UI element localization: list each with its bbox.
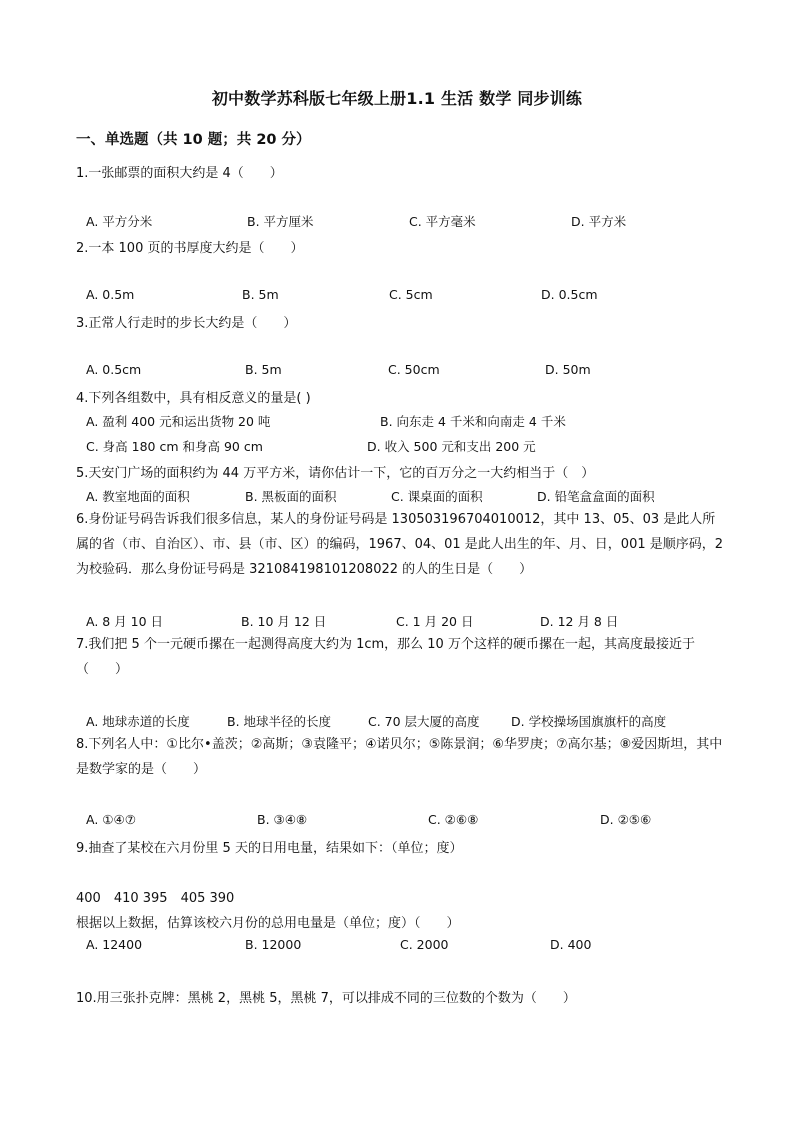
question-1-option-d: D. 平方米 [571,214,627,229]
question-9-option-b: B. 12000 [245,937,302,952]
question-7-stem: 7.我们把 5 个一元硬币摞在一起测得高度大约为 1cm，那么 10 万个这样的硬币摞在一起，其高度最接近于（ ） [76,637,695,677]
question-4-option-d: D. 收入 500 元和支出 200 元 [367,439,536,454]
question-9-option-a: A. 12400 [86,937,143,952]
question-5-stem: 5.天安门广场的面积约为 44 万平方米，请你估计一下，它的百万分之一大约相当于（ ） [76,466,595,481]
question-5-option-a: A. 教室地面的面积 [86,489,190,504]
question-7-option-c: C. 70 层大厦的高度 [368,714,480,729]
question-3-stem: 3.正常人行走时的步长大约是（ ） [76,316,297,331]
question-5-option-c: C. 课桌面的面积 [391,489,483,504]
question-1-option-a: A. 平方分米 [86,214,153,229]
question-7-option-a: A. 地球赤道的长度 [86,714,190,729]
section-heading: 一、单选题（共 10 题；共 20 分） [76,132,311,148]
question-6-option-c: C. 1 月 20 日 [396,614,474,629]
question-7-option-b: B. 地球半径的长度 [227,714,332,729]
question-2-option-c: C. 5cm [389,287,433,302]
question-6-option-b: B. 10 月 12 日 [241,614,327,629]
question-2-option-d: D. 0.5cm [541,287,598,302]
question-8-option-b: B. ③④⑧ [257,812,308,827]
question-3-option-b: B. 5m [245,362,282,377]
question-1-stem: 1.一张邮票的面积大约是 4（ ） [76,166,283,181]
question-9-stem-continued: 根据以上数据，估算该校六月份的总用电量是（单位；度）（ ） [76,916,460,931]
question-8-stem: 8.下列名人中：①比尔•盖茨；②高斯；③袁隆平；④诺贝尔；⑤陈景润；⑥华罗庚；⑦高尔基；⑧爱因斯坦，其中是数学家的是（ ） [76,737,723,777]
question-9-option-c: C. 2000 [400,937,449,952]
question-6-stem: 6.身份证号码告诉我们很多信息，某人的身份证号码是 130503196704010012，其中 13、05、03 是此人所属的省（市、自治区）、市、县（市、区）的编码，1967、04、01 是此人出生的年、月、日，001 是顺序码，2 为校验码．那么身份证号码是 321084198101208022 的人的生日是（ ） [76,512,724,577]
question-1-option-c: C. 平方毫米 [409,214,476,229]
question-9-stem: 9.抽查了某校在六月份里 5 天的日用电量，结果如下：（单位；度） [76,841,463,856]
question-8-option-c: C. ②⑥⑧ [428,812,479,827]
question-3-option-d: D. 50m [545,362,591,377]
question-4-stem: 4.下列各组数中，具有相反意义的量是( ) [76,391,311,406]
question-1-option-b: B. 平方厘米 [247,214,314,229]
question-9-data-line: 400 410 395 405 390 [76,891,235,906]
question-10-stem: 10.用三张扑克牌：黑桃 2，黑桃 5，黑桃 7，可以排成不同的三位数的个数为（ ） [76,991,576,1006]
question-2-option-a: A. 0.5m [86,287,135,302]
question-6-option-d: D. 12 月 8 日 [540,614,619,629]
question-6-option-a: A. 8 月 10 日 [86,614,164,629]
page-title: 初中数学苏科版七年级上册1.1 生活 数学 同步训练 [211,89,583,108]
question-5-option-d: D. 铅笔盒盒面的面积 [537,489,655,504]
question-2-option-b: B. 5m [242,287,279,302]
question-3-option-c: C. 50cm [388,362,440,377]
question-4-option-c: C. 身高 180 cm 和身高 90 cm [86,439,263,454]
question-7-option-d: D. 学校操场国旗旗杆的高度 [511,714,667,729]
question-8-option-a: A. ①④⑦ [86,812,136,827]
question-8-option-d: D. ②⑤⑥ [600,812,652,827]
question-4-option-b: B. 向东走 4 千米和向南走 4 千米 [380,414,566,429]
question-2-stem: 2.一本 100 页的书厚度大约是（ ） [76,241,304,256]
question-5-option-b: B. 黑板面的面积 [245,489,337,504]
question-9-option-d: D. 400 [550,937,592,952]
question-3-option-a: A. 0.5cm [86,362,142,377]
question-4-option-a: A. 盈利 400 元和运出货物 20 吨 [86,414,271,429]
